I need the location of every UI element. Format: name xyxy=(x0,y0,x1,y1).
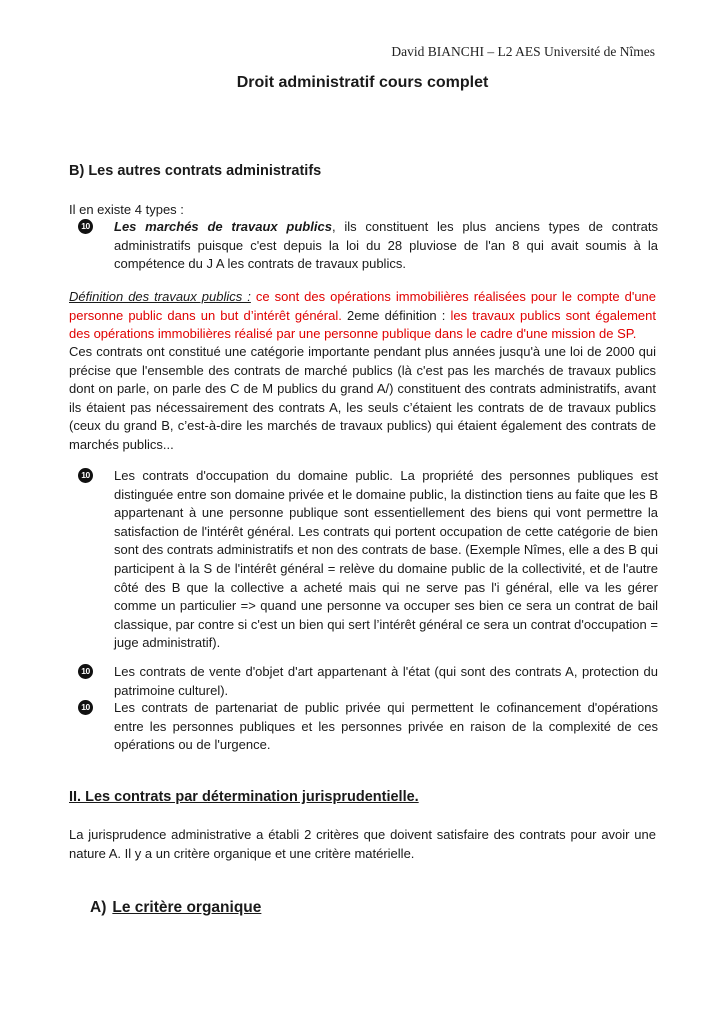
definition-red-2: les travaux publics sont également des opérations immobilières réalisé par une personne publique dans le cadre d'une mission de SP. xyxy=(69,307,656,342)
document-header: David BIANCHI – L2 AES Université de Nîmes xyxy=(391,44,655,59)
list-item-text xyxy=(114,218,658,274)
list-item-text: Les contrats d'occupation du domaine public. La propriété des personnes publiques est distinguée entre son domaine privée et le domaine public, la distinction tiens au faite que les B appartenant à une personne publique sont essentiellement des biens qui vont permettre la satisfaction de l'intérêt général. Les contrats qui portent occupation de cette catégorie de bien sont des contrats administratifs et non des contrats de base. (Exemple Nîmes, elle a des B qui participent à la S de l'intérêt général = relève du domaine public de la collectivité, et de l'autre côté des B que la collective a acheté mais qui ne serve pas l'i général, elle va les gérer comme un particulier => quand une personne va occuper ses bien ce sera un contrat de bail classique, par contre si c'est un bien qui sert l’intérêt général ce sera un contrat d'occupation = juge administratif). xyxy=(114,468,658,651)
list-item-vente-art xyxy=(78,663,658,700)
definition-red-1: ce sont des opérations immobilières réalisées pour le compte d'une personne public dans un but d’intérêt général. xyxy=(69,289,657,323)
list-item-travaux-publics xyxy=(78,218,658,274)
item-lead-text: Les marchés de travaux publics xyxy=(114,219,332,234)
section-ii-heading: II. Les contrats par détermination jurisprudentielle. xyxy=(69,789,419,805)
definition-label: Définition des travaux publics : xyxy=(69,289,251,304)
section-b-heading: B) Les autres contrats administratifs xyxy=(69,163,322,179)
list-item-text: Les contrats de vente d'objet d'art appartenant à l'état (qui sont des contrats A, protection du patrimoine culturel). xyxy=(114,664,658,698)
list-item-text: Les contrats de partenariat de public privée qui permettent le cofinancement d'opérations entre les personnes publiques et les personnes privée en raison de la complexité de ces opérations ou de l'urgence. xyxy=(114,700,658,753)
list-item-occupation xyxy=(78,467,658,653)
bullet-ten-icon: 10 xyxy=(78,664,93,679)
item-body-text: , ils constituent les plus anciens types de contrats administratifs puisque c'est depuis la loi du 28 pluviose de l'an 8 qui avait soumis à la compétence du J A les contrats de travaux publics. xyxy=(114,219,658,272)
bullet-ten-icon: 10 xyxy=(78,468,93,483)
jurisprudence-paragraph: La jurisprudence administrative a établi 2 critères que doivent satisfaire des contrats pour avoir une nature A. Il y a un critère organique et une critère matérielle. xyxy=(69,827,656,861)
section-a-title: Le critère organique xyxy=(112,899,262,916)
section-a-heading xyxy=(90,899,261,917)
bullet-ten-icon: 10 xyxy=(78,219,93,234)
section-a-prefix: A) xyxy=(90,899,107,916)
definition-paragraph xyxy=(69,288,656,344)
marches-publics-paragraph: Ces contrats ont constitué une catégorie importante pendant plus années jusqu'à une loi de 2000 qui précise que l'ensemble des contrats de marché publics (là c'est pas les marchés de travaux publics dont on parle, on parle des C de M publics du grand A/) constituent des contrats administratifs, avant ils étaient pas nécessairement des contrats A, les seuls c’étaient les contrats de de travaux publics (ceux du grand B, c’est-à-dire les marchés de travaux publics) qui étaient également des contrats de marchés publics... xyxy=(69,344,656,452)
list-item-partenariat xyxy=(78,699,658,755)
document-title: Droit administratif cours complet xyxy=(236,74,489,91)
definition-mid: 2eme définition : xyxy=(341,307,451,323)
bullet-ten-icon: 10 xyxy=(78,700,93,715)
section-b-intro: Il en existe 4 types : xyxy=(69,202,184,217)
